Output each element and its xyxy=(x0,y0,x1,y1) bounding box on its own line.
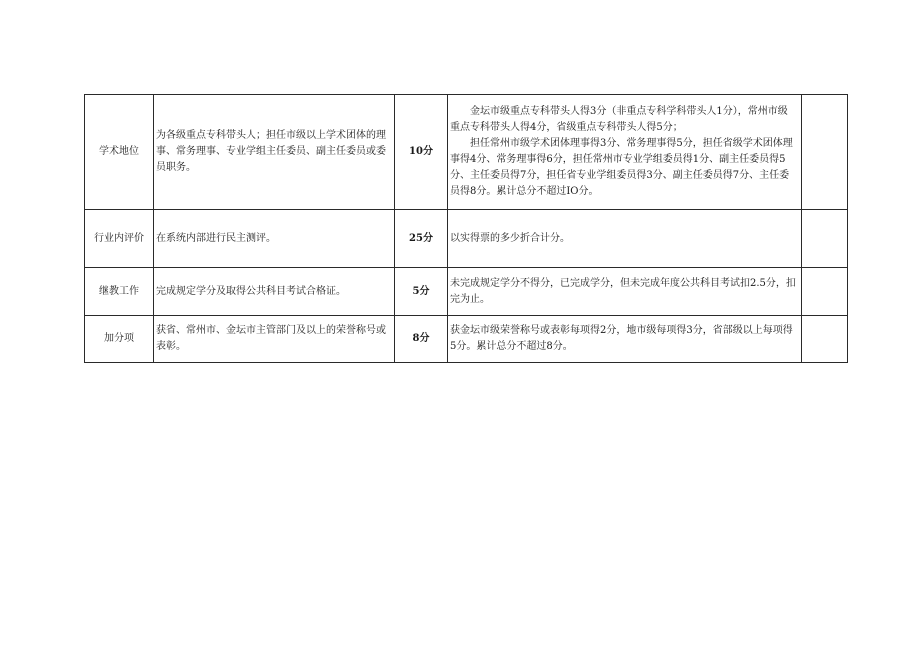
standard-text: 在系统内部进行民主测评。 xyxy=(156,232,276,244)
standard-cell xyxy=(154,95,395,210)
table-row xyxy=(85,95,848,210)
standard-cell xyxy=(154,316,395,363)
score-cell xyxy=(395,210,448,268)
item-cell xyxy=(85,210,154,268)
rule-text xyxy=(448,104,801,200)
score-cell xyxy=(395,316,448,363)
rule-text xyxy=(448,276,801,308)
item-label: 学术地位 xyxy=(99,146,139,157)
score-value: 10分 xyxy=(409,146,433,157)
standard-text: 完成规定学分及取得公共科目考试合格证。 xyxy=(156,285,346,297)
item-label: 行业内评价 xyxy=(94,232,144,244)
score-value: 5分 xyxy=(412,285,430,297)
item-cell xyxy=(85,95,154,210)
standard-text: 为各级重点专科带头人；担任市级以上学术团体的理事、常务理事、专业学组主任委员、副主任委员或委员职务。 xyxy=(156,130,386,173)
rule-line: 未完成规定学分不得分，已完成学分，但未完成年度公共科目考试扣2.5分，扣完为止。 xyxy=(450,277,796,305)
score-value: 8分 xyxy=(412,333,430,344)
item-cell xyxy=(85,316,154,363)
item-label: 加分项 xyxy=(104,333,134,344)
standard-cell xyxy=(154,268,395,316)
item-label: 继教工作 xyxy=(99,285,139,297)
rule-cell xyxy=(448,268,802,316)
extra-cell xyxy=(802,210,848,268)
rule-cell xyxy=(448,316,802,363)
score-cell xyxy=(395,95,448,210)
rule-line: 获金坛市级荣誉称号或表彰每项得2分，地市级每项得3分，省部级以上每项得5分。累计总分不超过8分。 xyxy=(450,325,793,352)
rule-text xyxy=(448,323,801,355)
rule-cell xyxy=(448,95,802,210)
score-cell xyxy=(395,268,448,316)
rule-line: 担任常州市级学术团体理事得3分、常务理事得5分，担任省级学术团体理事得4分、常务理事得6分，担任常州市专业学组委员得1分、副主任委员得5分、主任委员得7分，担任省专业学组委员得3分、副主任委员得7分、主任委员得8分。累计总分不超过IO分。 xyxy=(450,138,793,197)
standard-cell xyxy=(154,210,395,268)
evaluation-table xyxy=(84,94,848,363)
score-value: 25分 xyxy=(409,232,433,244)
rule-cell xyxy=(448,210,802,268)
extra-cell xyxy=(802,268,848,316)
table-row xyxy=(85,316,848,363)
item-cell xyxy=(85,268,154,316)
rule-text xyxy=(448,231,801,247)
rule-line: 金坛市级重点专科带头人得3分（非重点专科学科带头人1分），常州市级重点专科带头人得4分，省级重点专科带头人得5分； xyxy=(450,106,788,133)
standard-text: 获省、常州市、金坛市主管部门及以上的荣誉称号或表彰。 xyxy=(156,325,386,352)
extra-cell xyxy=(802,316,848,363)
rule-line: 以实得票的多少折合计分。 xyxy=(450,232,570,244)
extra-cell xyxy=(802,95,848,210)
table-row xyxy=(85,268,848,316)
table-row xyxy=(85,210,848,268)
